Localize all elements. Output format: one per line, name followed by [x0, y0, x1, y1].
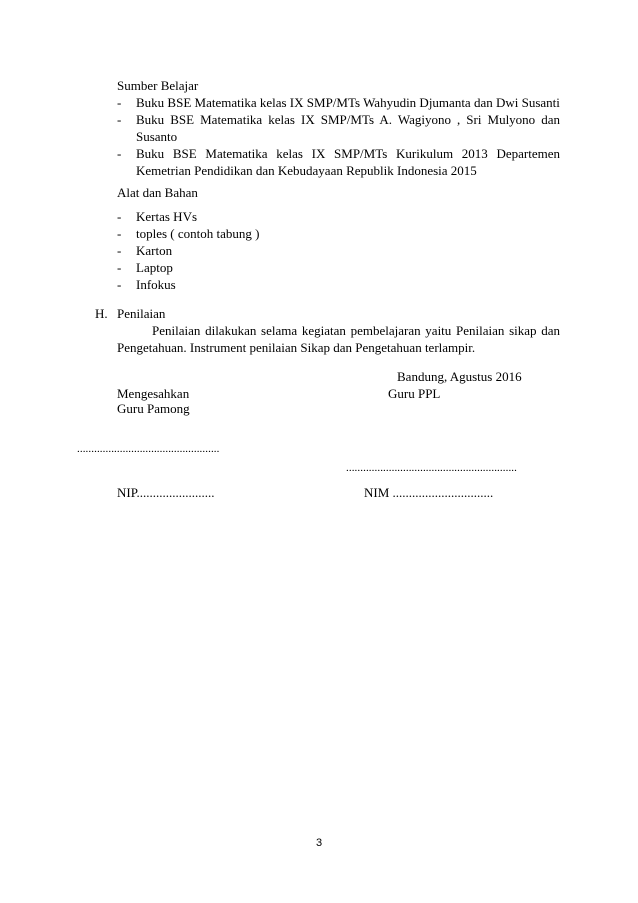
- left-signer-role: Guru Pamong: [117, 401, 190, 416]
- penilaian-paragraph-line2: Pengetahuan. Instrument penilaian Sikap dan Pengetahuan terlampir.: [117, 340, 476, 355]
- alat-bahan-heading: Alat dan Bahan: [117, 185, 198, 200]
- list-bullet: -: [117, 226, 122, 241]
- sumber-item-2-line1: Buku BSE Matematika kelas IX SMP/MTs A. Wagiyono , Sri Mulyono dan: [136, 112, 560, 127]
- left-signer-title: Mengesahkan: [117, 386, 190, 401]
- list-bullet: -: [117, 146, 122, 161]
- sumber-item-3-line2: Kemetrian Pendidikan dan Kebudayaan Republik Indonesia 2015: [136, 163, 477, 178]
- nip-field: NIP........................: [117, 485, 215, 500]
- alat-item: Laptop: [136, 260, 173, 275]
- list-bullet: -: [117, 243, 122, 258]
- sumber-item-1: Buku BSE Matematika kelas IX SMP/MTs Wahyudin Djumanta dan Dwi Susanti: [136, 95, 560, 110]
- list-bullet: -: [117, 260, 122, 275]
- alat-item: Kertas HVs: [136, 209, 198, 224]
- alat-item: Infokus: [136, 277, 176, 292]
- list-bullet: -: [117, 277, 122, 292]
- list-bullet: -: [117, 95, 122, 110]
- right-signature-line: ............................................................: [346, 462, 517, 474]
- alat-item: toples ( contoh tabung ): [136, 226, 260, 241]
- section-letter: H.: [95, 306, 108, 321]
- page-number: 3: [315, 837, 323, 849]
- penilaian-paragraph-line1: Penilaian dilakukan selama kegiatan pembelajaran yaitu Penilaian sikap dan: [152, 323, 560, 338]
- penilaian-heading: Penilaian: [117, 306, 166, 321]
- list-bullet: -: [117, 112, 122, 127]
- sumber-belajar-heading: Sumber Belajar: [117, 78, 199, 93]
- left-signature-line: ..................................................: [77, 443, 220, 455]
- sumber-item-3-line1: Buku BSE Matematika kelas IX SMP/MTs Kurikulum 2013 Departemen: [136, 146, 560, 161]
- nim-field: NIM ...............................: [364, 485, 494, 500]
- right-signer-title: Guru PPL: [388, 386, 441, 401]
- alat-item: Karton: [136, 243, 173, 258]
- list-bullet: -: [117, 209, 122, 224]
- sumber-item-2-line2: Susanto: [136, 129, 178, 144]
- place-date: Bandung, Agustus 2016: [397, 369, 522, 384]
